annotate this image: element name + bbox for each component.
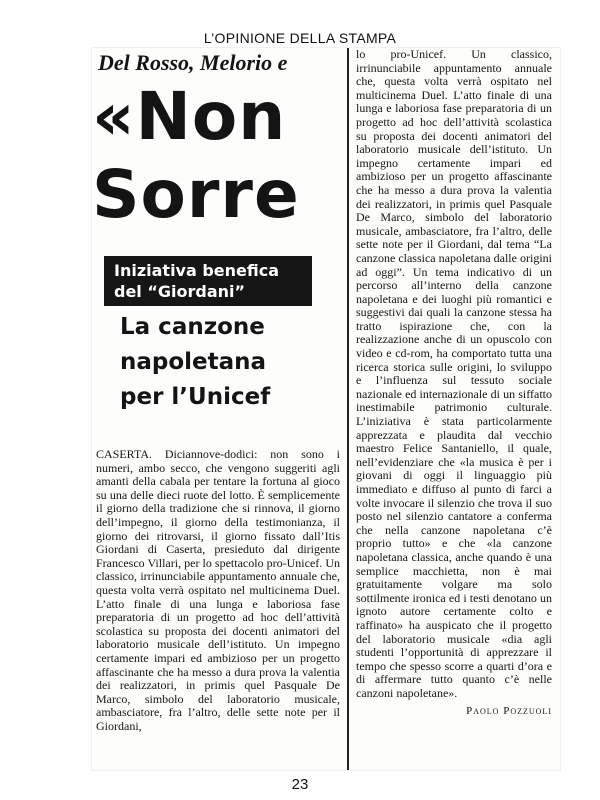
article-column-right [356, 48, 552, 764]
article-byline: Paolo Pozzuoli [466, 704, 552, 717]
section-box-label: Iniziativa benefica del “Giordani” [104, 256, 312, 306]
column-divider [347, 48, 349, 770]
page-number: 23 [291, 776, 309, 793]
page-header-title: L’OPINIONE DELLA STAMPA [203, 30, 397, 46]
article-body-left: CASERTA. Diciannove-dodici: non sono i numeri, ambo secco, che vengono suggeriti agli amanti della cabala per tentare la fortuna al gioco su una delle dieci ruote del lotto. È semplicemente il giorno della tradizione che si rinnova, il giorno dell’impegno, il giorno della testimonianza, il giorno dei ritrovarsi, il giorno fissato dall’Itis Giordani di Caserta, presieduto dal dirigente Francesco Villari, per lo spettacolo pro-Unicef. Un classico, irrinunciabile appuntamento annuale che, questa volta verrà ospitato nel multicinema Duel. L’atto finale di una lunga e laboriosa fase preparatoria di un progetto ad hoc dell’attività scolastica su proposta dei docenti animatori del laboratorio musicale dell’istituto. Un impegno certamente impari ed ambizioso per un progetto affascinante che ha messo a dura prova la valentia dei realizzatori, in primis quel Pasquale De Marco, simbolo del laboratorio musicale, ambasciatore, fra l’altro, delle sette note per il Giordani, [96, 448, 340, 733]
article-column-left [96, 448, 340, 766]
article-body-right: lo pro-Unicef. Un classico, irrinunciabile appuntamento annuale che, questa volta verrà ospitato nel multicinema Duel. L’atto finale di una lunga e laboriosa fase preparatoria di un progetto ad hoc dell’attività scolastica su proposta dei docenti animatori del laboratorio musicale dell’istituto. Un impegno certamente impari ed ambizioso per un progetto affascinante che ha messo a dura prova la valentia dei realizzatori, in primis quel Pasquale De Marco, simbolo del laboratorio musicale, ambasciatore, fra l’altro, delle sette note per il Giordani, dal tema “La canzone classica napoletana dalle origini ad oggi”. Un tema indicativo di un percorso all’interno della canzone napoletana e dei luoghi più romantici e suggestivi dai quali la canzone stessa ha tratto ispirazione che, con la realizzazione anche di un opuscolo con video e cd-rom, ha comportato tutta una ricerca storica sulle origini, lo sviluppo e l’influenza sul tessuto sociale nazionale ed internazionale di un siffatto inestimabile patrimonio culturale. L’iniziativa è stata particolarmente apprezzata e plaudita dal vecchio maestro Felice Santaniello, il quale, nell’evidenziare che «la musica è per i giovani di oggi il linguaggio più immediato e diffuso al punto di farci a volte invocare il silenzio che trova il suo posto nel silenzio cantatore a conferma che nella canzone napoletana c’è proprio tutto» e che «la canzone napoletana classica, anche quando è una semplice macchietta, non è mai gratuitamente volgare ma solo sottilmente ironica ed i testi denotano un ignoto autore certamente colto e raffinato» ha auspicato che il progetto del laboratorio musicale «dia agli studenti l’opportunità di apprezzare il tempo che spesso scorre a quarti d’ora e di affermare tutto quanto c’è nelle canzoni napoletane». [356, 48, 552, 700]
big-title: «Non Sorre [92, 78, 300, 233]
newspaper-clipping [92, 48, 560, 770]
kicker-line: Del Rosso, Melorio e [98, 50, 288, 75]
article-headline: La canzone napoletana per l’Unicef [120, 314, 271, 410]
